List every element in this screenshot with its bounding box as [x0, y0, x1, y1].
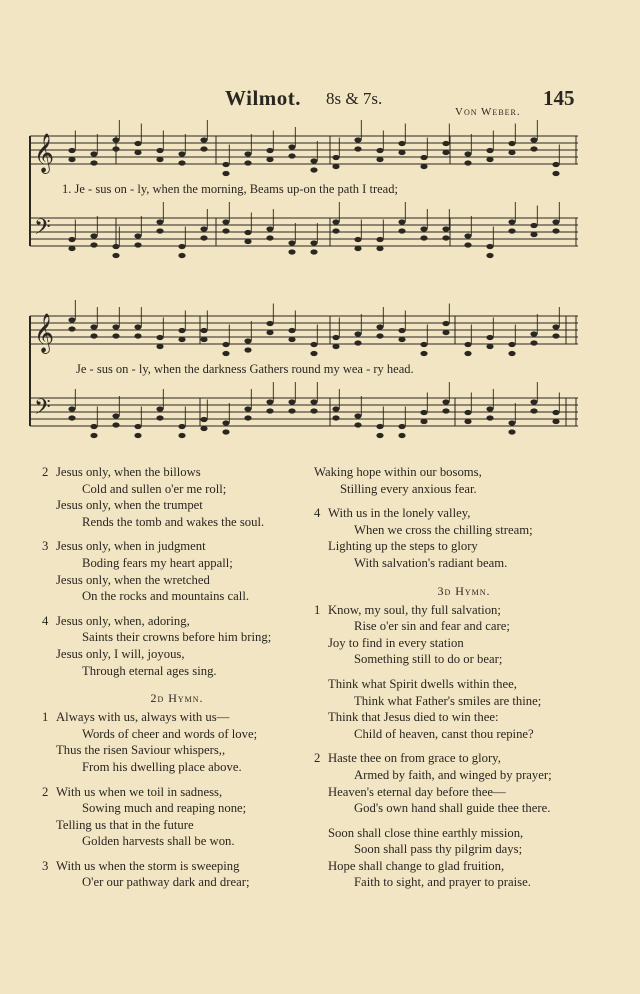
note-head: [156, 148, 163, 153]
note-head: [90, 333, 97, 338]
note-head: [486, 344, 493, 349]
note-head: [90, 160, 97, 165]
note-head: [222, 219, 229, 224]
note-head: [552, 162, 559, 167]
note-head: [244, 338, 251, 343]
note-head: [530, 399, 537, 404]
note-head: [552, 219, 559, 224]
note-head: [112, 244, 119, 249]
note-head: [552, 410, 559, 415]
hymn-meter: 8s & 7s.: [326, 89, 383, 108]
note-head: [486, 157, 493, 162]
note-head: [354, 422, 361, 427]
verse-number: 3: [42, 858, 49, 873]
verse-number: 3: [42, 539, 49, 554]
note-head: [332, 228, 339, 233]
note-head: [134, 242, 141, 247]
note-head: [134, 333, 141, 338]
note-head: [266, 399, 273, 404]
verse-line: Thus the risen Saviour whispers,,: [56, 743, 226, 758]
note-head: [332, 164, 339, 169]
verse-line: [314, 505, 614, 522]
note-head: [508, 429, 515, 434]
note-head: [376, 246, 383, 251]
verse-number: 2: [42, 465, 49, 479]
note-head: [332, 406, 339, 411]
verse-text: Think what Spirit dwells within thee,: [328, 676, 517, 691]
note-head: [68, 157, 75, 162]
note-head: [266, 321, 273, 326]
note-head: [354, 340, 361, 345]
note-head: [398, 424, 405, 429]
note-head: [464, 419, 471, 424]
note-head: [200, 337, 207, 342]
note-head: [288, 249, 295, 254]
note-head: [486, 253, 493, 258]
verse-line: [42, 538, 312, 555]
note-head: [288, 328, 295, 333]
note-head: [420, 342, 427, 347]
note-head: [332, 344, 339, 349]
note-head: [508, 351, 515, 356]
treble-clef-icon: 𝄞: [34, 313, 55, 353]
verse-line: Through eternal ages sing.: [82, 663, 217, 678]
note-head: [464, 151, 471, 156]
note-head: [156, 344, 163, 349]
note-head: [112, 137, 119, 142]
note-head: [200, 328, 207, 333]
verse-line: Think that Jesus died to win thee:: [328, 710, 499, 725]
note-head: [90, 242, 97, 247]
note-head: [420, 419, 427, 424]
note-head: [178, 253, 185, 258]
note-head: [420, 235, 427, 240]
note-head: [244, 239, 251, 244]
note-head: [244, 151, 251, 156]
note-head: [442, 330, 449, 335]
note-head: [552, 333, 559, 338]
note-head: [68, 406, 75, 411]
note-head: [156, 157, 163, 162]
note-head: [222, 171, 229, 176]
verse-line: [42, 464, 312, 481]
note-head: [530, 331, 537, 336]
note-head: [200, 226, 207, 231]
note-head: [178, 151, 185, 156]
note-head: [200, 146, 207, 151]
note-head: [530, 408, 537, 413]
note-head: [420, 351, 427, 356]
verse-line: When we cross the chilling stream;: [354, 522, 533, 537]
note-head: [266, 226, 273, 231]
verse-line: Joy to find in every station: [328, 635, 464, 650]
note-head: [552, 324, 559, 329]
note-head: [288, 399, 295, 404]
note-head: [442, 321, 449, 326]
verse-line: Lighting up the steps to glory: [328, 539, 478, 554]
note-head: [134, 150, 141, 155]
note-head: [222, 162, 229, 167]
note-head: [68, 326, 75, 331]
note-head: [508, 219, 515, 224]
hymn-title: Wilmot.: [225, 86, 302, 110]
note-head: [266, 157, 273, 162]
verse-text: Always with us, always with us—: [56, 710, 230, 725]
note-head: [398, 141, 405, 146]
note-head: [508, 342, 515, 347]
page-number: 145: [543, 86, 575, 110]
note-head: [68, 148, 75, 153]
note-head: [134, 141, 141, 146]
note-head: [310, 408, 317, 413]
verse-number: 1: [314, 602, 321, 617]
note-head: [398, 219, 405, 224]
note-head: [156, 415, 163, 420]
verse-number: 2: [42, 784, 49, 799]
note-head: [486, 335, 493, 340]
note-head: [68, 415, 75, 420]
note-head: [420, 226, 427, 231]
treble-clef-icon: 𝄞: [34, 133, 55, 173]
note-head: [68, 246, 75, 251]
note-head: [288, 240, 295, 245]
note-head: [442, 399, 449, 404]
note-head: [156, 335, 163, 340]
composer-credit: Von Weber.: [455, 106, 521, 118]
note-head: [310, 249, 317, 254]
verse-text: Know, my soul, thy full salvation;: [328, 602, 501, 617]
note-head: [420, 410, 427, 415]
note-head: [134, 324, 141, 329]
verse-line: O'er our pathway dark and drear;: [82, 875, 250, 890]
note-head: [90, 424, 97, 429]
verse-line: Stilling every anxious fear.: [340, 481, 477, 496]
verse-line: Heaven's eternal day before thee—: [328, 784, 506, 799]
note-head: [90, 233, 97, 238]
verse-line: Child of heaven, canst thou repine?: [354, 726, 534, 741]
note-head: [156, 219, 163, 224]
note-head: [222, 228, 229, 233]
note-head: [376, 333, 383, 338]
lyric-line-1: 1. Je - sus on - ly, when the morning, Beams up-on the path I tread;: [62, 182, 398, 196]
verse-text: With us in the lonely valley,: [328, 506, 471, 521]
note-head: [530, 340, 537, 345]
note-head: [464, 160, 471, 165]
note-head: [354, 331, 361, 336]
note-head: [266, 235, 273, 240]
note-head: [244, 415, 251, 420]
note-head: [508, 228, 515, 233]
note-head: [398, 228, 405, 233]
verse-line: God's own hand shall guide thee there.: [354, 801, 551, 816]
note-head: [332, 155, 339, 160]
verse-line: Saints their crowns before him bring;: [82, 630, 272, 645]
note-head: [464, 242, 471, 247]
note-head: [552, 228, 559, 233]
note-head: [156, 406, 163, 411]
note-head: [486, 244, 493, 249]
verse-number: 4: [42, 613, 49, 628]
verse-line: On the rocks and mountains call.: [82, 589, 250, 604]
note-head: [376, 237, 383, 242]
note-head: [288, 408, 295, 413]
verse-line: Words of cheer and words of love;: [82, 726, 258, 741]
note-head: [112, 253, 119, 258]
note-head: [508, 420, 515, 425]
note-head: [178, 328, 185, 333]
verse-number: 4: [314, 506, 321, 521]
note-head: [68, 237, 75, 242]
note-head: [530, 223, 537, 228]
note-head: [90, 433, 97, 438]
note-head: [266, 408, 273, 413]
verse-number: 2: [314, 751, 321, 766]
note-head: [244, 347, 251, 352]
note-head: [442, 226, 449, 231]
note-head: [508, 150, 515, 155]
note-head: [398, 150, 405, 155]
verse-text: Soon shall close thine earthly mission,: [328, 825, 524, 840]
note-head: [200, 417, 207, 422]
note-head: [178, 244, 185, 249]
note-head: [310, 158, 317, 163]
note-head: [310, 167, 317, 172]
note-head: [552, 171, 559, 176]
hymn-heading: 3d Hymn.: [437, 583, 491, 598]
verse-line: [314, 676, 614, 693]
note-head: [244, 160, 251, 165]
bass-clef-icon: 𝄢: [34, 215, 51, 245]
note-head: [90, 151, 97, 156]
note-head: [486, 148, 493, 153]
note-head: [464, 351, 471, 356]
note-head: [398, 337, 405, 342]
note-head: [244, 406, 251, 411]
note-head: [134, 433, 141, 438]
verse-line: Golden harvests shall be won.: [82, 834, 235, 849]
music-score: [0, 0, 640, 460]
verse-text: Haste thee on from grace to glory,: [328, 751, 501, 766]
note-head: [266, 330, 273, 335]
note-head: [464, 410, 471, 415]
note-head: [288, 153, 295, 158]
note-head: [398, 433, 405, 438]
note-head: [266, 148, 273, 153]
note-head: [442, 235, 449, 240]
verse-line: Soon shall pass thy pilgrim days;: [354, 842, 523, 857]
note-head: [354, 146, 361, 151]
note-head: [156, 228, 163, 233]
note-head: [112, 324, 119, 329]
note-head: [420, 164, 427, 169]
note-head: [134, 424, 141, 429]
note-head: [288, 144, 295, 149]
note-head: [90, 324, 97, 329]
note-head: [222, 420, 229, 425]
note-head: [354, 413, 361, 418]
note-head: [310, 399, 317, 404]
note-head: [200, 426, 207, 431]
verse-line: [314, 602, 614, 619]
note-head: [112, 422, 119, 427]
note-head: [178, 424, 185, 429]
note-head: [200, 137, 207, 142]
note-head: [530, 146, 537, 151]
note-head: [178, 433, 185, 438]
verse-line: Sowing much and reaping none;: [82, 801, 247, 816]
note-head: [442, 150, 449, 155]
note-head: [376, 157, 383, 162]
verse-text: With us when we toil in sadness,: [56, 784, 223, 799]
verse-line: [42, 709, 312, 726]
verse-line: Jesus only, when the trumpet: [56, 498, 203, 513]
verse-number: 1: [42, 710, 49, 725]
note-head: [530, 137, 537, 142]
right-column: [314, 464, 614, 899]
verse-line: With salvation's radiant beam.: [354, 555, 508, 570]
verse-line: From his dwelling place above.: [82, 759, 242, 774]
left-column: [42, 464, 312, 899]
verse-line: [314, 825, 614, 842]
verse-line: [42, 613, 312, 630]
verse-line: Rise o'er sin and fear and care;: [354, 619, 510, 634]
note-head: [530, 232, 537, 237]
note-head: [310, 240, 317, 245]
note-head: [376, 424, 383, 429]
note-head: [420, 155, 427, 160]
note-head: [332, 219, 339, 224]
verse-line: Faith to sight, and prayer to praise.: [354, 875, 531, 890]
note-head: [552, 419, 559, 424]
note-head: [464, 233, 471, 238]
note-head: [354, 246, 361, 251]
note-head: [486, 415, 493, 420]
verse-line: [42, 858, 312, 875]
note-head: [134, 233, 141, 238]
verse-line: Jesus only, when the wretched: [56, 572, 210, 587]
verse-line: Hope shall change to glad fruition,: [328, 858, 505, 873]
verse-line: Armed by faith, and winged by prayer;: [354, 767, 552, 782]
note-head: [288, 337, 295, 342]
note-head: [222, 429, 229, 434]
bass-clef-icon: 𝄢: [34, 395, 51, 425]
note-head: [398, 328, 405, 333]
note-head: [332, 335, 339, 340]
note-head: [178, 337, 185, 342]
verse-text: Jesus only, when, adoring,: [56, 613, 190, 628]
note-head: [486, 406, 493, 411]
verse-line: Something still to do or bear;: [354, 652, 503, 667]
note-head: [376, 324, 383, 329]
note-head: [178, 160, 185, 165]
note-head: [376, 433, 383, 438]
note-head: [354, 237, 361, 242]
verse-line: Boding fears my heart appall;: [82, 555, 233, 570]
verse-line: Rends the tomb and wakes the soul.: [82, 514, 265, 529]
verse-line: Cold and sullen o'er me roll;: [82, 481, 227, 496]
verse-line: Think what Father's smiles are thine;: [354, 693, 542, 708]
note-head: [442, 141, 449, 146]
note-head: [112, 146, 119, 151]
verse-line: [42, 784, 312, 801]
note-head: [508, 141, 515, 146]
note-head: [112, 413, 119, 418]
lyric-line-2: Je - sus on - ly, when the darkness Gathers round my wea - ry head.: [76, 362, 414, 376]
note-head: [354, 137, 361, 142]
note-head: [332, 415, 339, 420]
verse-line: Waking hope within our bosoms,: [314, 465, 482, 479]
note-head: [68, 317, 75, 322]
hymn-heading: 2d Hymn.: [150, 691, 204, 706]
note-head: [442, 408, 449, 413]
note-head: [310, 342, 317, 347]
verse-line: [314, 750, 614, 767]
note-head: [244, 230, 251, 235]
note-head: [310, 351, 317, 356]
note-head: [464, 342, 471, 347]
verse-text: Jesus only, when the billows: [56, 465, 201, 479]
verse-line: Jesus only, I will, joyous,: [56, 646, 185, 661]
note-head: [222, 351, 229, 356]
verse-text: With us when the storm is sweeping: [56, 858, 240, 873]
note-head: [376, 148, 383, 153]
verse-line: Telling us that in the future: [56, 817, 194, 832]
note-head: [112, 333, 119, 338]
verse-text: Jesus only, when in judgment: [56, 539, 206, 554]
note-head: [222, 342, 229, 347]
note-head: [200, 235, 207, 240]
